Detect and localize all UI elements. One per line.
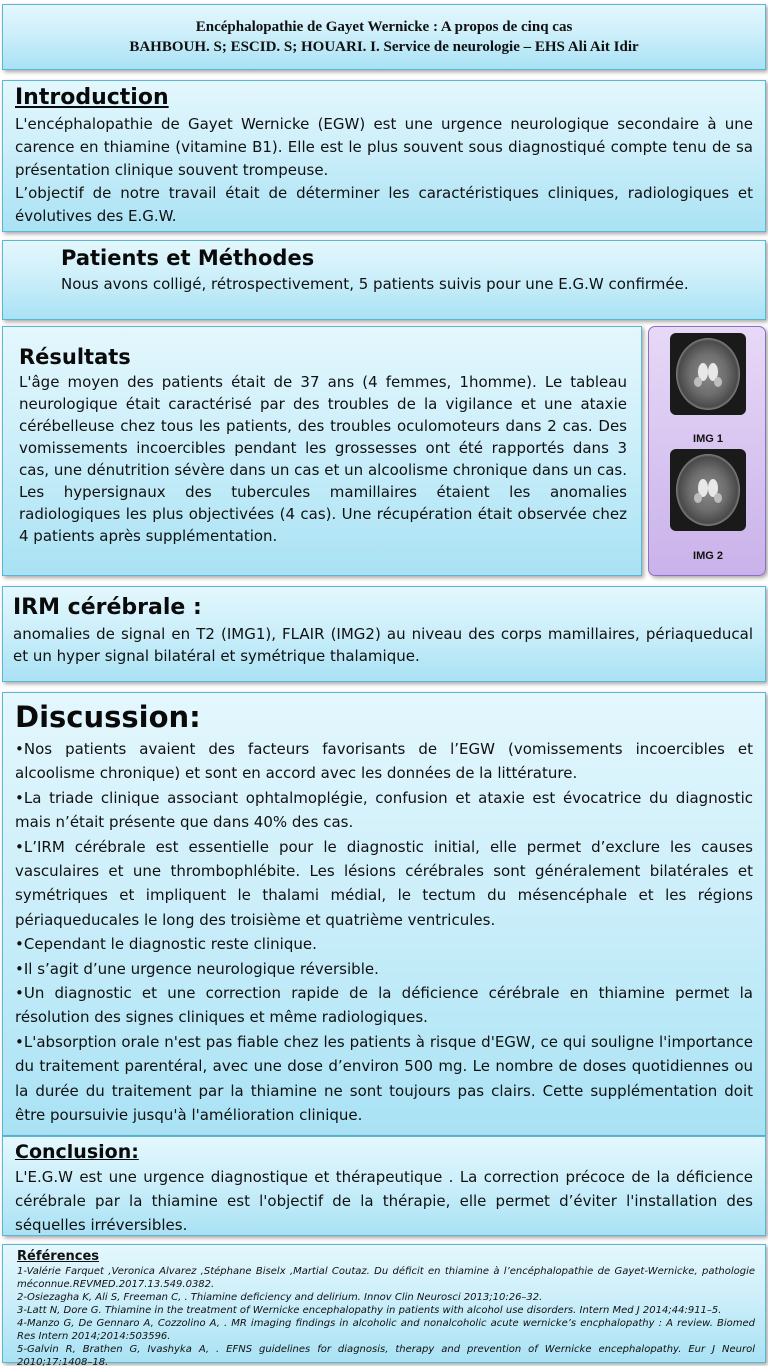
discussion-item: •La triade clinique associant ophtalmoplégie, confusion et ataxie est évocatrice du diagnostic mais n’était présente que dans 40% des cas. <box>15 788 753 832</box>
reference-item: 2-Osiezagha K, Ali S, Freeman C, . Thiamine deficiency and delirium. Innov Clin Neurosci 2013;10:26–32. <box>17 1292 543 1303</box>
introduction-paragraph-1: L'encéphalopathie de Gayet Wernicke (EGW) est une urgence neurologique secondaire à une carence en thiamine (vitamine B1). Elle est le plus souvent sous diagnostiqué compte tenu de sa présentation clinique souvent trompeuse. <box>15 115 753 179</box>
discussion-item: •L’IRM cérébrale est essentielle pour le diagnostic initial, elle permet d’exclure les causes vasculaires et une thrombophlébite. Les lésions cérébrales sont généralement bilatérales et symétriques et impliquent le thalami médial, le tectum du mésencéphale et les régions périaqueducales le long des troisième et quatrième ventricules. <box>15 837 753 929</box>
conclusion-paragraph: L'E.G.W est une urgence diagnostique et thérapeutique . La correction précoce de la déficience cérébrale par la thiamine est l'objectif de la thérapie, elle permet d’éviter l'installation des séquelles irréversibles. <box>15 1168 753 1234</box>
poster-header <box>2 4 766 70</box>
mri-thalamus-left <box>694 377 702 387</box>
methods-section <box>2 240 766 320</box>
reference-item: 4-Manzo G, De Gennaro A, Cozzolino A, . MR imaging findings in alcoholic and nonalcoholic acute wernicke’s encphalopathy : A review. Biomed Res Intern 2014;2014:503596. <box>17 1318 755 1342</box>
results-heading: Résultats <box>19 345 131 369</box>
discussion-item: •Il s’agit d’une urgence neurologique réversible. <box>15 959 379 978</box>
conclusion-heading: Conclusion: <box>15 1141 139 1163</box>
discussion-item: •L'absorption orale n'est pas fiable chez les patients à risque d'EGW, ce qui souligne l'importance du traitement parentéral, avec une dose d’environ 500 mg. Le nombre de doses quotidiennes ou la durée du traitement par la thiamine ne sont toujours pas clairs. Cette supplémentation doit être poursuivie jusqu'à l'amélioration clinique. <box>15 1032 753 1125</box>
methods-paragraph: Nous avons colligé, rétrospectivement, 5 patients suivis pour une E.G.W confirmée. <box>61 275 689 293</box>
poster-authors: BAHBOUH. S; ESCID. S; HOUARI. I. Service de neurologie – EHS Ali Ait Idir <box>129 39 639 55</box>
results-paragraph: L'âge moyen des patients était de 37 ans (4 femmes, 1homme). Le tableau neurologique était caractérisé par des troubles de la vigilance et une ataxie cérébelleuse chez tous les patients, des troubles oculomoteurs dans 2 cas. Des vomissements incoercibles pendant les grossesses ont été rapportés dans 3 cas, une dénutrition sévère dans un cas et un alcoolisme chronique dans un cas. Les hypersignaux des tubercules mamillaires étaient les anomalies radiologiques les plus objectivées (4 cas). Une récupération était observée chez 4 patients après supplémentation. <box>19 373 627 545</box>
mri-images-panel <box>648 326 766 576</box>
discussion-item: •Un diagnostic et une correction rapide de la déficience cérébrale en thiamine permet la résolution des signes cliniques et même radiologiques. <box>15 984 753 1027</box>
introduction-heading: Introduction <box>15 85 169 110</box>
discussion-item: •Nos patients avaient des facteurs favorisants de l’EGW (vomissements incoercibles et alcoolisme chronique) et sont en accord avec les données de la littérature. <box>15 740 753 783</box>
methods-heading: Patients et Méthodes <box>61 246 315 270</box>
conclusion-section <box>2 1136 766 1236</box>
introduction-paragraph-2: L’objectif de notre travail était de déterminer les caractéristiques cliniques, radiologiques et évolutives des E.G.W. <box>15 184 753 225</box>
discussion-section <box>2 692 766 1136</box>
discussion-heading: Discussion: <box>15 700 201 734</box>
discussion-item: •Cependant le diagnostic reste clinique. <box>15 935 317 954</box>
reference-item: 1-Valérie Farquet ,Veronica Alvarez ,Stéphane Biselx ,Martial Coutaz. Du déficit en thiamine à l’encéphalopathie de Gayet-Wernicke, pathologie méconnue.REVMED.2017.13.549.0382. <box>17 1266 755 1290</box>
poster-title: Encéphalopathie de Gayet Wernicke : A propos de cinq cas <box>195 19 573 35</box>
mri-thalamus-left <box>694 493 702 503</box>
reference-item: 5-Galvin R, Brathen G, Ivashyka A, . EFNS guidelines for diagnosis, therapy and prevention of Wernicke encephalopathy. Eur J Neurol 2010;17:1408–18. <box>17 1344 755 1366</box>
mri-thalamus-right <box>714 493 722 503</box>
references-section <box>2 1244 766 1366</box>
mri-image-1-label: IMG 1 <box>693 433 723 445</box>
results-section <box>2 326 642 576</box>
mri-thalamus-right <box>714 377 722 387</box>
introduction-section <box>2 80 766 232</box>
mri-image-1 <box>670 333 746 415</box>
mri-image-2 <box>670 449 746 531</box>
irm-heading: IRM cérébrale : <box>13 595 202 620</box>
reference-item: 3-Latt N, Dore G. Thiamine in the treatment of Wernicke encephalopathy in patients with alcohol use disorders. Intern Med J 2014;44:911–5. <box>17 1305 722 1316</box>
irm-paragraph: anomalies de signal en T2 (IMG1), FLAIR (IMG2) au niveau des corps mamillaires, périaqueducal et un hyper signal bilatéral et symétrique thalamique. <box>13 625 753 665</box>
irm-section <box>2 586 766 682</box>
mri-image-2-label: IMG 2 <box>693 550 723 562</box>
references-heading: Références <box>17 1249 100 1264</box>
